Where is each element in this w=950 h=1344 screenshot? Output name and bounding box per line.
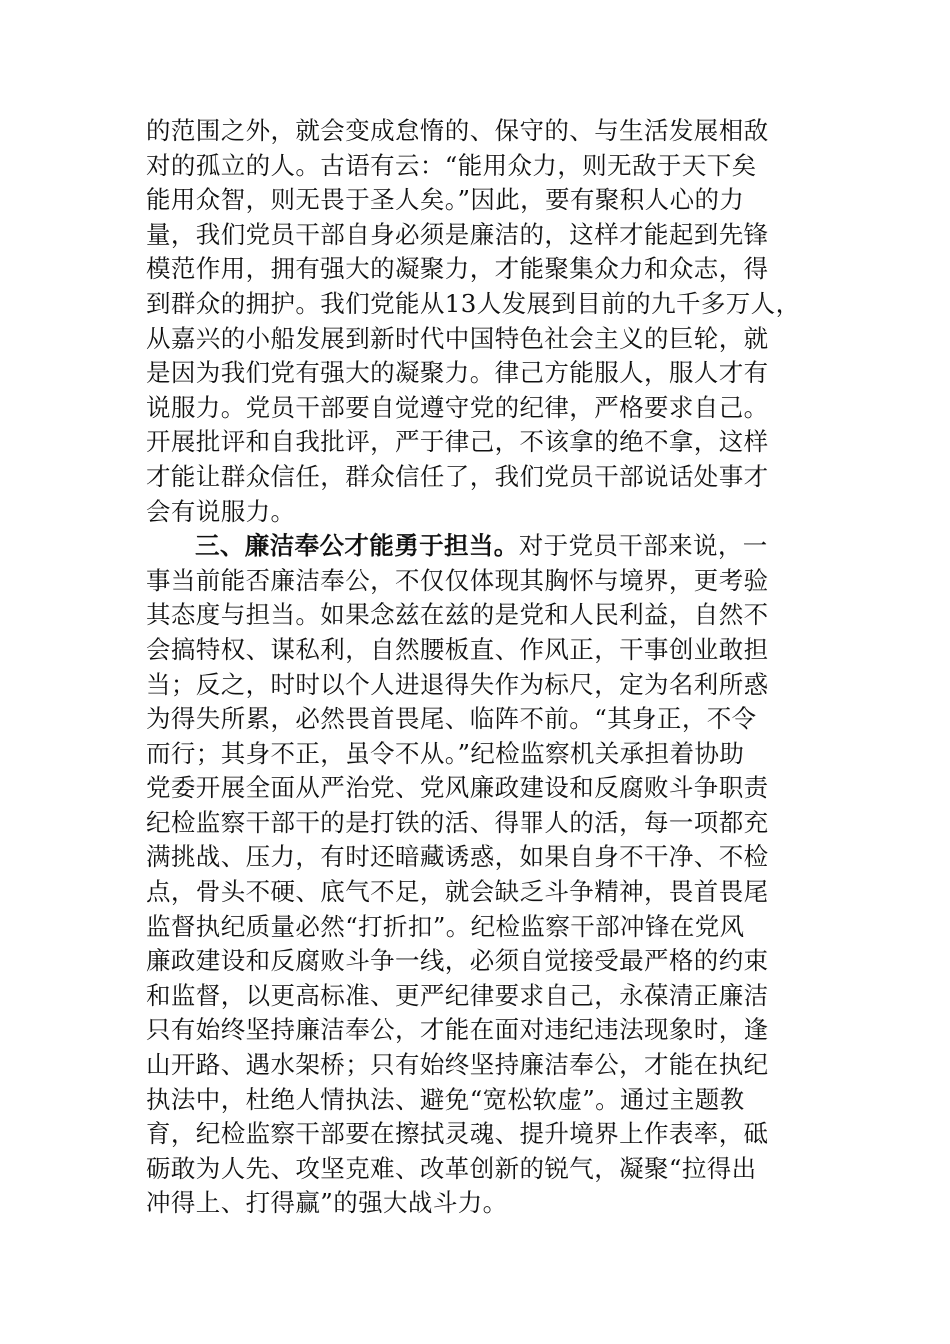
text-line: 砺敢为人先、攻坚克难、改革创新的锐气，凝聚“拉得出 (146, 1153, 757, 1183)
text-line: 会有说服力。 (146, 496, 296, 526)
text-line: 执法中，杜绝人情执法、避免“宽松软虚”。通过主题教 (146, 1084, 745, 1114)
section-3-heading: 三、廉洁奉公才能勇于担当。 (195, 531, 519, 561)
text-line: 廉政建设和反腐败斗争一线，必须自觉接受最严格的约束 (146, 946, 769, 976)
text-line: 只有始终坚持廉洁奉公，才能在面对违纪违法现象时，逢 (146, 1015, 769, 1045)
text-line: 育，纪检监察干部要在擦拭灵魂、提升境界上作表率，砥 (146, 1119, 769, 1149)
text-line: 到群众的拥护。我们党能从13人发展到目前的九千多万人， (146, 288, 801, 318)
text-line: 说服力。党员干部要自觉遵守党的纪律，严格要求自己。 (146, 392, 769, 422)
text-line: 从嘉兴的小船发展到新时代中国特色社会主义的巨轮，就 (146, 323, 769, 353)
text-line: 监督执纪质量必然“打折扣”。纪检监察干部冲锋在党风 (146, 911, 745, 941)
text-line: 而行；其身不正，虽令不从。”纪检监察机关承担着协助 (146, 738, 745, 768)
text-line: 开展批评和自我批评，严于律己，不该拿的绝不拿，这样 (146, 427, 769, 457)
text-line: 能用众智，则无畏于圣人矣。”因此，要有聚积人心的力 (146, 185, 745, 215)
text-line: 会搞特权、谋私利，自然腰板直、作风正，干事创业敢担 (146, 634, 769, 664)
text-line: 满挑战、压力，有时还暗藏诱惑，如果自身不干净、不检 (146, 842, 769, 872)
section-3-first-line-text: 对于党员干部来说，一 (518, 531, 768, 561)
text-line: 党委开展全面从严治党、党风廉政建设和反腐败斗争职责 (146, 773, 769, 803)
text-line: 的范围之外，就会变成怠惰的、保守的、与生活发展相敌 (146, 116, 769, 145)
section-3-first-line (146, 529, 811, 564)
text-line: 才能让群众信任，群众信任了，我们党员干部说话处事才 (146, 461, 769, 491)
text-line: 量，我们党员干部自身必须是廉洁的，这样才能起到先锋 (146, 219, 769, 249)
text-line: 点，骨头不硬、底气不足，就会缺乏斗争精神，畏首畏尾 (146, 877, 769, 907)
body-text (146, 114, 811, 1221)
text-line: 和监督，以更高标准、更严纪律要求自己，永葆清正廉洁 (146, 980, 769, 1010)
text-line: 是因为我们党有强大的凝聚力。律己方能服人，服人才有 (146, 358, 769, 388)
text-line: 为得失所累，必然畏首畏尾、临阵不前。“其身正，不令 (146, 704, 757, 734)
text-line: 山开路、遇水架桥；只有始终坚持廉洁奉公，才能在执纪 (146, 1050, 769, 1080)
text-line: 事当前能否廉洁奉公，不仅仅体现其胸怀与境界，更考验 (146, 565, 769, 595)
text-line: 冲得上、打得赢”的强大战斗力。 (146, 1188, 508, 1218)
text-line: 其态度与担当。如果念兹在兹的是党和人民利益，自然不 (146, 600, 769, 630)
text-line: 当；反之，时时以个人进退得失作为标尺，定为名利所惑 (146, 669, 769, 699)
text-line: 纪检监察干部干的是打铁的活、得罪人的活，每一项都充 (146, 807, 769, 837)
text-line: 对的孤立的人。古语有云：“能用众力，则无敌于天下矣 (146, 150, 757, 180)
text-line: 模范作用，拥有强大的凝聚力，才能聚集众力和众志，得 (146, 254, 769, 284)
